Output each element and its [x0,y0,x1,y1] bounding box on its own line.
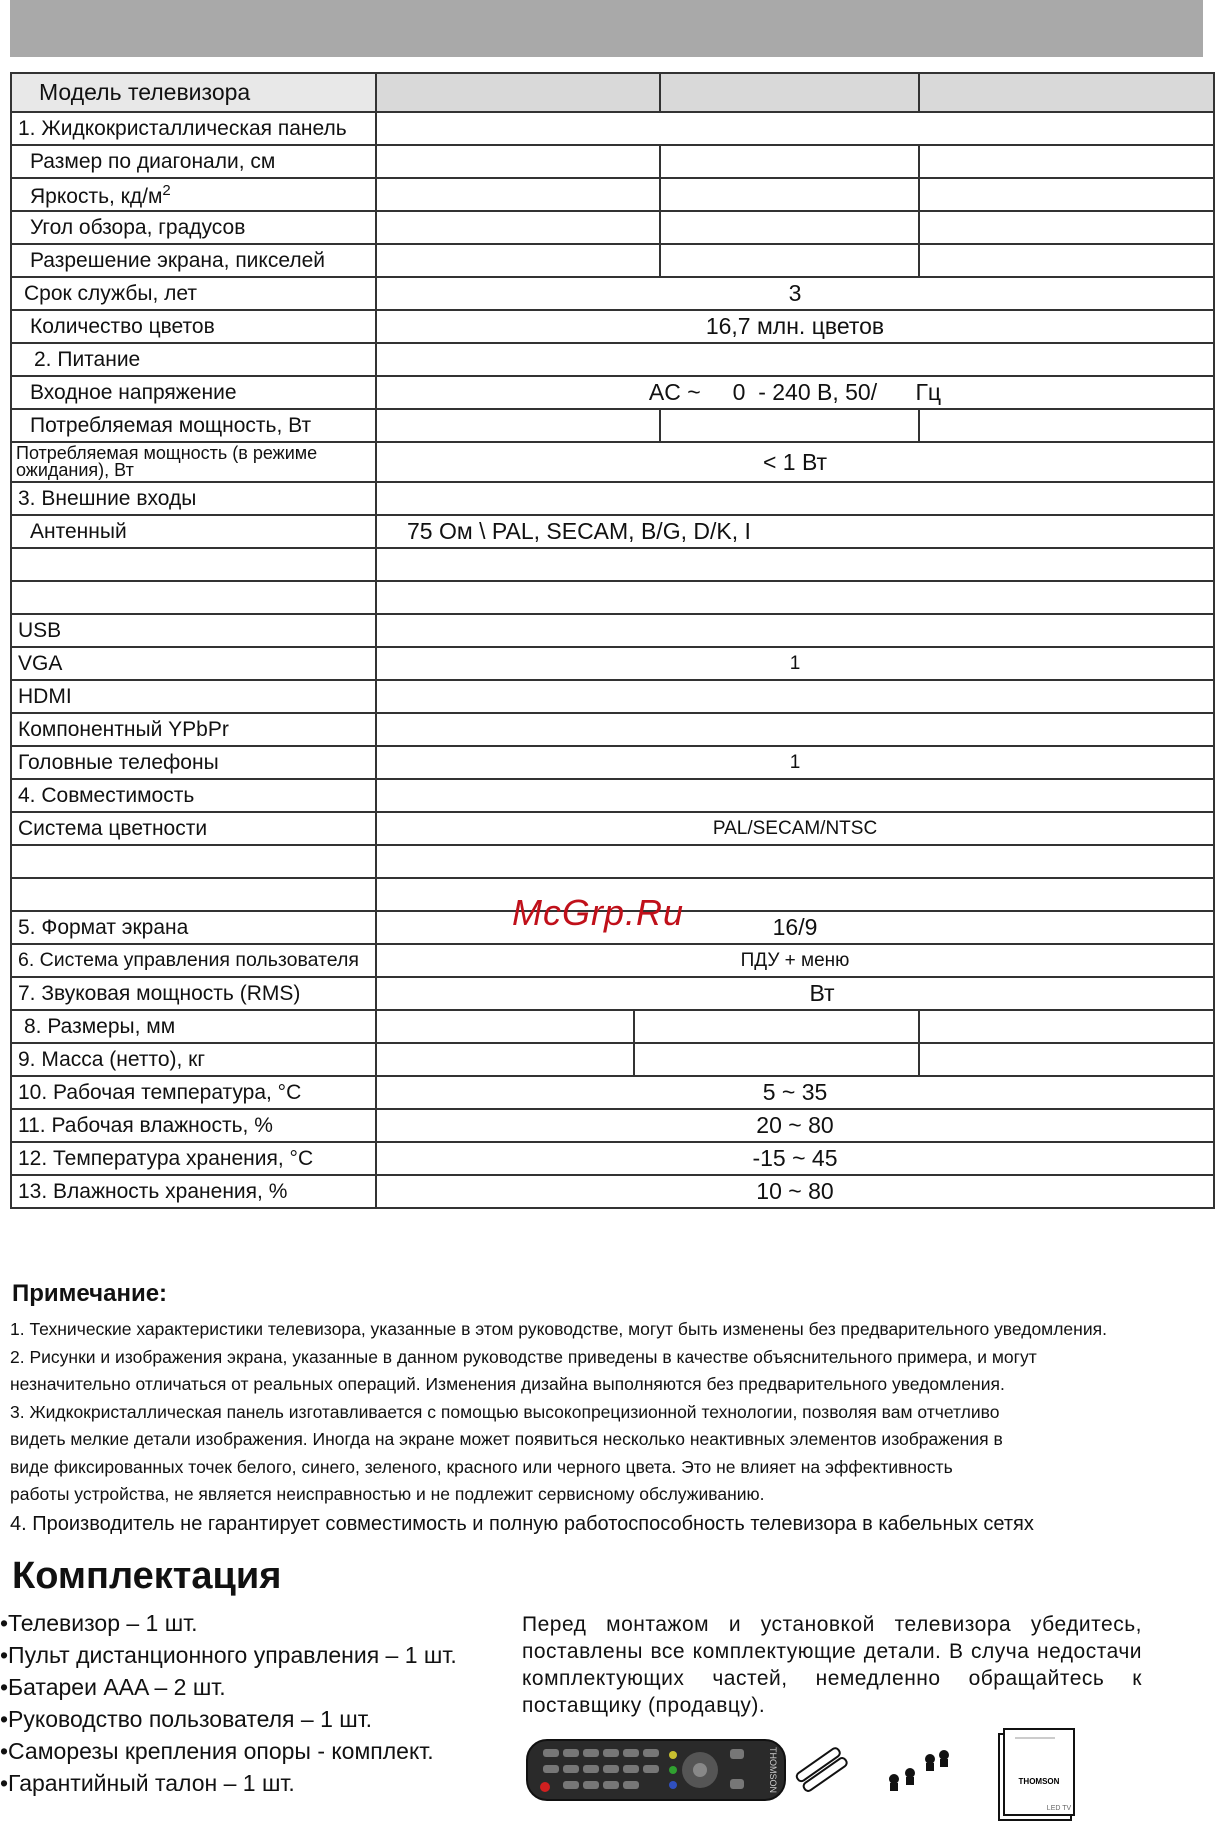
superscript: 2 [162,181,171,199]
header-model-1 [376,73,660,112]
kit-list [0,1607,457,1799]
kit-item: •Пульт дистанционного управления – 1 шт. [0,1642,457,1668]
remote-brand-label: THOMSON [768,1747,778,1793]
row-label: Головные телефоны [11,746,376,779]
table-row [11,211,1214,244]
row-label [11,581,376,614]
table-header-row [11,73,1214,112]
row-label: 12. Температура хранения, °С [11,1142,376,1175]
row-label: VGA [11,647,376,680]
table-row [11,343,1214,376]
table-row [11,376,1214,409]
table-row [11,1076,1214,1109]
table-row [11,482,1214,515]
row-label: Система цветности [11,812,376,845]
row-label [11,548,376,581]
table-row [11,310,1214,343]
row-label: USB [11,614,376,647]
remote-control-icon [525,1735,790,1805]
spec-table [10,72,1215,1209]
row-value: 1 [376,647,1214,680]
row-label: 1. Жидкокристаллическая панель [11,112,376,145]
table-row [11,713,1214,746]
note-line: 3. Жидкокристаллическая панель изготавливается с помощью высокопрецизионной технологии, позволяя вам отчетливо [10,1401,1000,1422]
row-label: Срок службы, лет [11,277,376,310]
row-value: 16,7 млн. цветов [376,310,1214,343]
kit-instruction-text: Перед монтажом и установкой телевизора убедитесь, поставлены все комплектующие детали. В случа недостачи комплектующих частей, немедленно обращайтесь к поставщику (продавцу). [522,1613,1142,1717]
table-row [11,977,1214,1010]
row-label: Компонентный YPbPr [11,713,376,746]
table-row [11,548,1214,581]
table-row [11,409,1214,442]
screws-icon [880,1745,955,1795]
row-label: Разрешение экрана, пикселей [11,244,376,277]
table-row [11,1109,1214,1142]
row-label: Яркость, $кд/м^2$ [11,178,376,211]
row-label: 6. Система управления пользователя [11,944,376,977]
table-row [11,779,1214,812]
kit-item: •Батареи AAA – 2 шт. [0,1674,226,1700]
row-value: 1 [376,746,1214,779]
header-model-3 [919,73,1214,112]
note-line: виде фиксированных точек белого, синего, зеленого, красного или черного цвета. Это не влияет на эффективность [10,1456,953,1477]
note-line: видеть мелкие детали изображения. Иногда на экране может появиться несколько неактивных элементов изображения в [10,1429,1003,1449]
row-label: 5. Формат экрана [11,911,376,944]
row-label: Угол обзора, градусов [11,211,376,244]
row-label: 10. Рабочая температура, °С [11,1076,376,1109]
manual-caption: LED TV [1046,1805,1072,1812]
manual-brand-label: THOMSON [1018,1777,1060,1786]
row-label: Антенный [11,515,376,548]
notes-list [10,1316,1210,1538]
note-line: работы устройства, не является неисправностью и не подлежит сервисному обслуживанию. [10,1484,765,1504]
note-line: 1. Технические характеристики телевизора, указанные в этом руководстве, могут быть изменены без предварительного уведомления. [10,1319,1107,1339]
kit-item: •Руководство пользователя – 1 шт. [0,1706,373,1732]
row-value: -15 ~ 45 [376,1142,1214,1175]
row-label: 3. Внешние входы [11,482,376,515]
table-row [11,442,1214,482]
table-row [11,647,1214,680]
kit-item: •Саморезы крепления опоры - комплект. [0,1738,434,1764]
table-row [11,1175,1214,1208]
table-row [11,1142,1214,1175]
row-label: Размер по диагонали, см [11,145,376,178]
row-label: 4. Совместимость [11,779,376,812]
row-value: 16/9 [376,911,1214,944]
table-row [11,112,1214,145]
row-label [11,845,376,878]
row-label: Потребляемая мощность (в режиме ожидания), Вт [11,442,376,482]
row-label: 7. Звуковая мощность (RMS) [11,977,376,1010]
table-row [11,145,1214,178]
watermark: McGrp.Ru [512,892,685,933]
row-label: 2. Питание [11,343,376,376]
note-line: 2. Рисунки и изображения экрана, указанные в данном руководстве приведены в качестве объяснительного примера, и могут [10,1346,1037,1367]
note-line: 4. Производитель не гарантирует совместимость и полную работоспособность телевизора в кабельных сетях [10,1512,1034,1535]
row-value [376,112,1214,145]
row-label: 11. Рабочая влажность, % [11,1109,376,1142]
note-line: незначительно отличаться от реальных операций. Изменения дизайна выполняются без предварительного уведомления. [10,1374,1005,1394]
user-manual-icon [995,1728,1077,1823]
row-label: 9. Масса (нетто), кг [11,1043,376,1076]
table-row [11,944,1214,977]
row-value: Вт [376,977,1214,1010]
header-model-2 [660,73,919,112]
row-value: 75 Ом \ PAL, SECAM, B/G, D/K, I [376,515,1214,548]
row-value: < 1 Вт [376,442,1214,482]
header-bar [10,0,1203,57]
table-row [11,244,1214,277]
table-row [11,1043,1214,1076]
kit-title: Комплектация [12,1555,282,1597]
table-row [11,581,1214,614]
row-label: HDMI [11,680,376,713]
table-row [11,680,1214,713]
row-value: 20 ~ 80 [376,1109,1214,1142]
row-label [11,878,376,911]
row-label: Количество цветов [11,310,376,343]
batteries-icon [795,1745,850,1795]
notes-title: Примечание: [12,1280,168,1307]
table-row [11,812,1214,845]
row-value: AC ~ 0 - 240 В, 50/ Гц [376,376,1214,409]
table-row [11,614,1214,647]
kit-item: •Гарантийный талон – 1 шт. [0,1770,295,1796]
table-row [11,515,1214,548]
row-value: PAL/SECAM/NTSC [376,812,1214,845]
row-value: ПДУ + меню [376,944,1214,977]
table-row [11,277,1214,310]
row-value: 5 ~ 35 [376,1076,1214,1109]
row-label: 13. Влажность хранения, % [11,1175,376,1208]
row-label: Входное напряжение [11,376,376,409]
header-model-label: Модель телевизора [11,73,376,112]
table-row [11,746,1214,779]
row-value: 10 ~ 80 [376,1175,1214,1208]
table-row [11,845,1214,878]
kit-item: •Телевизор – 1 шт. [0,1610,198,1636]
row-value: 3 [376,277,1214,310]
row-label: 8. Размеры, мм [11,1010,376,1043]
table-row [11,1010,1214,1043]
row-label: Потребляемая мощность, Вт [11,409,376,442]
table-row [11,178,1214,211]
